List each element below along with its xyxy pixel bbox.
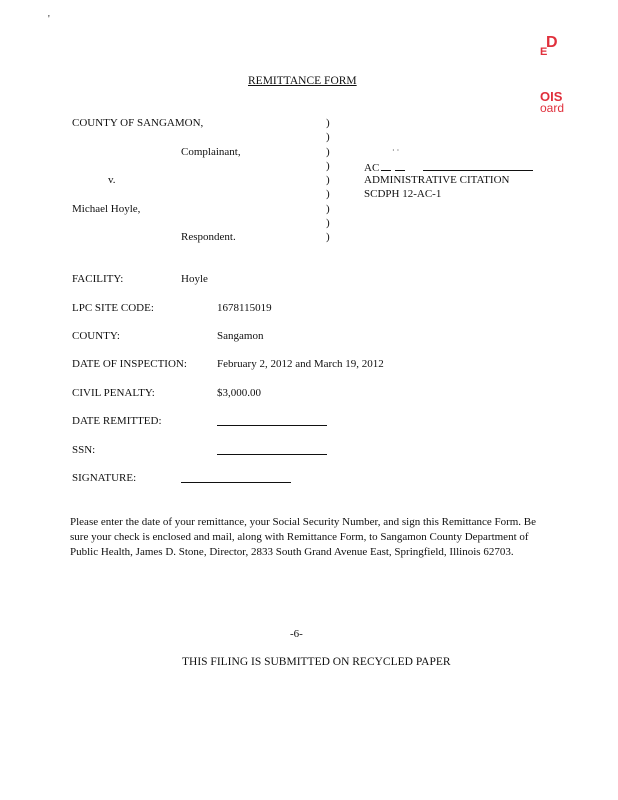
civil-penalty-label: CIVIL PENALTY: [72, 387, 155, 399]
caption-paren: ) [326, 174, 330, 186]
case-prefix: AC [364, 162, 380, 174]
date-inspection-value: February 2, 2012 and March 19, 2012 [217, 358, 384, 370]
facility-value: Hoyle [181, 273, 208, 285]
case-prefix-blank [395, 160, 405, 171]
county-label: COUNTY: [72, 330, 120, 342]
caption-paren: ) [326, 231, 330, 243]
stamp-fragment-mid: OIS [540, 89, 563, 104]
page-number: -6- [290, 628, 303, 640]
instructions-paragraph: Please enter the date of your remittance, your Social Security Number, and sign this Remittance Form. Be sure your check is enclosed and mail, along with Remittance Form, to Sangamon County Department of Public Health, James D. Stone, Director, 2833 South Grand Avenue East, Springfield, Illinois 62703. [70, 516, 537, 558]
date-remitted-label: DATE REMITTED: [72, 415, 162, 427]
county-value: Sangamon [217, 330, 264, 342]
date-remitted-line[interactable] [217, 415, 327, 426]
site-code-label: LPC SITE CODE: [72, 302, 154, 314]
complainant-role: Complainant, [181, 146, 241, 158]
case-number: SCDPH 12-AC-1 [364, 188, 442, 200]
stray-mark: ' [48, 14, 50, 25]
site-code-value: 1678115019 [217, 302, 272, 314]
caption-paren: ) [326, 131, 330, 143]
civil-penalty-value: $3,000.00 [217, 387, 261, 399]
page-title: REMITTANCE FORM [248, 75, 357, 87]
case-number-blank [423, 160, 533, 171]
caption-paren: ) [326, 146, 330, 158]
ssn-line[interactable] [217, 444, 327, 455]
ssn-label: SSN: [72, 444, 96, 456]
case-type: ADMINISTRATIVE CITATION [364, 174, 510, 186]
respondent-party: Michael Hoyle, [72, 203, 141, 215]
caption-paren: ) [326, 203, 330, 215]
footer-notice: THIS FILING IS SUBMITTED ON RECYCLED PAPER [182, 656, 451, 668]
caption-paren: ) [326, 217, 330, 229]
case-prefix-line [364, 160, 533, 174]
signature-label: SIGNATURE: [72, 472, 137, 484]
respondent-role: Respondent. [181, 231, 236, 243]
versus: v. [108, 174, 116, 186]
case-prefix-blank [381, 160, 391, 171]
caption-paren: ) [326, 117, 330, 129]
case-dots: · · [392, 146, 400, 155]
facility-label: FACILITY: [72, 273, 124, 285]
stamp-fragment-mid-2: oard [540, 101, 565, 115]
stamp-fragment-top-2: E [540, 46, 548, 58]
stamp-fragment-top: D [546, 34, 558, 51]
date-inspection-label: DATE OF INSPECTION: [72, 358, 187, 370]
complainant-party: COUNTY OF SANGAMON, [72, 117, 204, 129]
signature-line[interactable] [181, 472, 291, 483]
caption-paren: ) [326, 160, 330, 172]
caption-paren: ) [326, 188, 330, 200]
